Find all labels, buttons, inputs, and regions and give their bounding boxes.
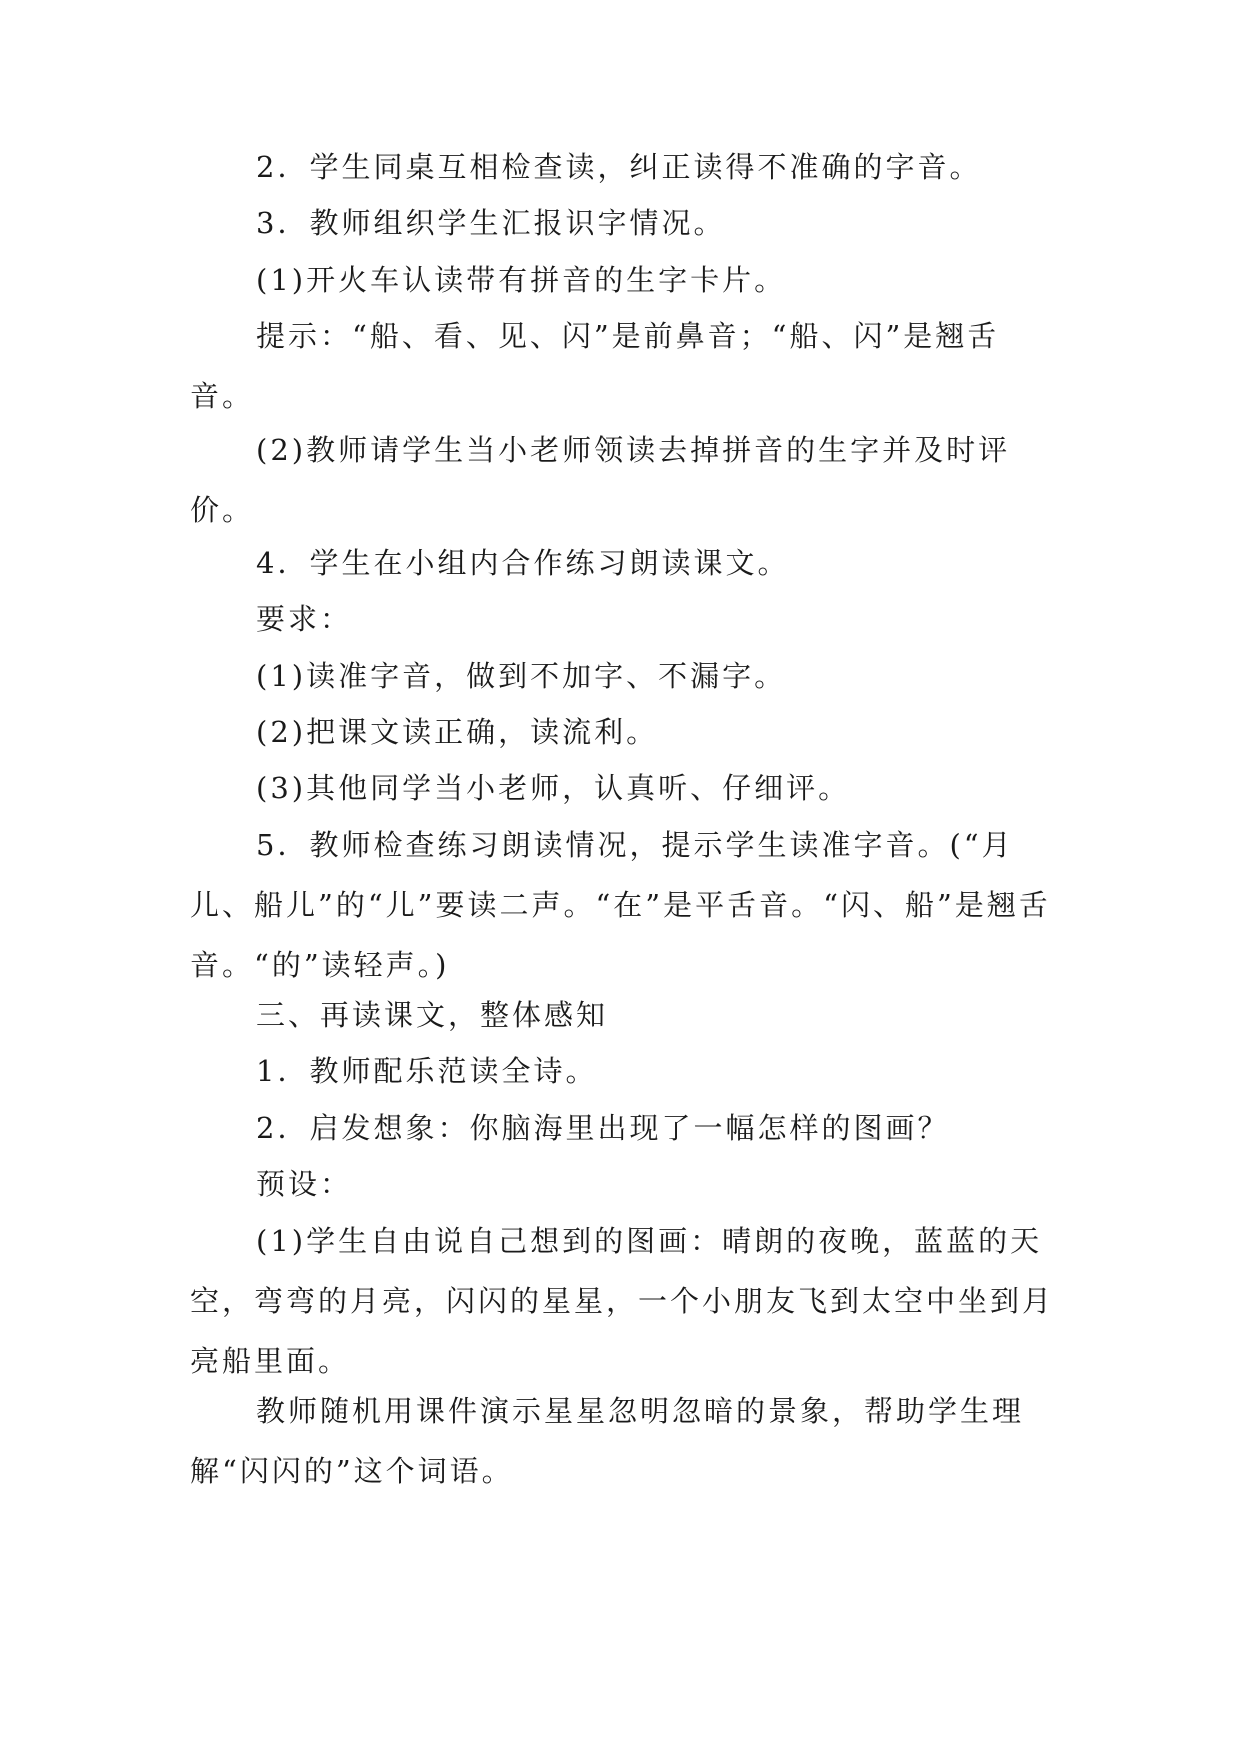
paragraph-train-reading: (1)开火车认读带有拼音的生字卡片。	[256, 263, 787, 297]
paragraph-step-4-group-reading: 4．学生在小组内合作练习朗读课文。	[256, 546, 790, 580]
paragraph-imagination-prompt: 2．启发想象：你脑海里出现了一幅怎样的图画？	[256, 1111, 950, 1145]
paragraph-courseware-demo: 教师随机用课件演示星星忽明忽暗的景象，帮助学生理解“闪闪的”这个词语。	[190, 1394, 1025, 1488]
paragraph-requirement-2: (2)把课文读正确，读流利。	[256, 715, 659, 749]
paragraph-little-teacher: (2)教师请学生当小老师领读去掉拼音的生字并及时评价。	[190, 433, 1011, 527]
paragraph-requirement-1: (1)读准字音，做到不加字、不漏字。	[256, 659, 787, 693]
paragraph-pronunciation-hint: 提示：“船、看、见、闪”是前鼻音；“船、闪”是翘舌音。	[190, 319, 1000, 413]
paragraph-preset-heading: 预设：	[256, 1167, 353, 1201]
paragraph-student-imagery: (1)学生自由说自己想到的图画：晴朗的夜晚，蓝蓝的天空，弯弯的月亮，闪闪的星星，一个小朋友飞到太空中坐到月亮船里面。	[190, 1224, 1055, 1378]
section-heading-reread: 三、再读课文，整体感知	[256, 998, 609, 1032]
paragraph-step-3-report: 3．教师组织学生汇报识字情况。	[256, 206, 726, 240]
paragraph-teacher-model-reading: 1．教师配乐范读全诗。	[256, 1054, 598, 1088]
paragraph-step-5-check-reading: 5．教师检查练习朗读情况，提示学生读准字音。(“月儿、船儿”的“儿”要读二声。“在”是平舌音。“闪、船”是翘舌音。“的”读轻声。)	[190, 828, 1051, 982]
paragraph-requirement-3: (3)其他同学当小老师，认真听、仔细评。	[256, 771, 851, 805]
paragraph-step-2-check: 2．学生同桌互相检查读，纠正读得不准确的字音。	[256, 150, 982, 184]
paragraph-requirements-heading: 要求：	[256, 602, 353, 636]
